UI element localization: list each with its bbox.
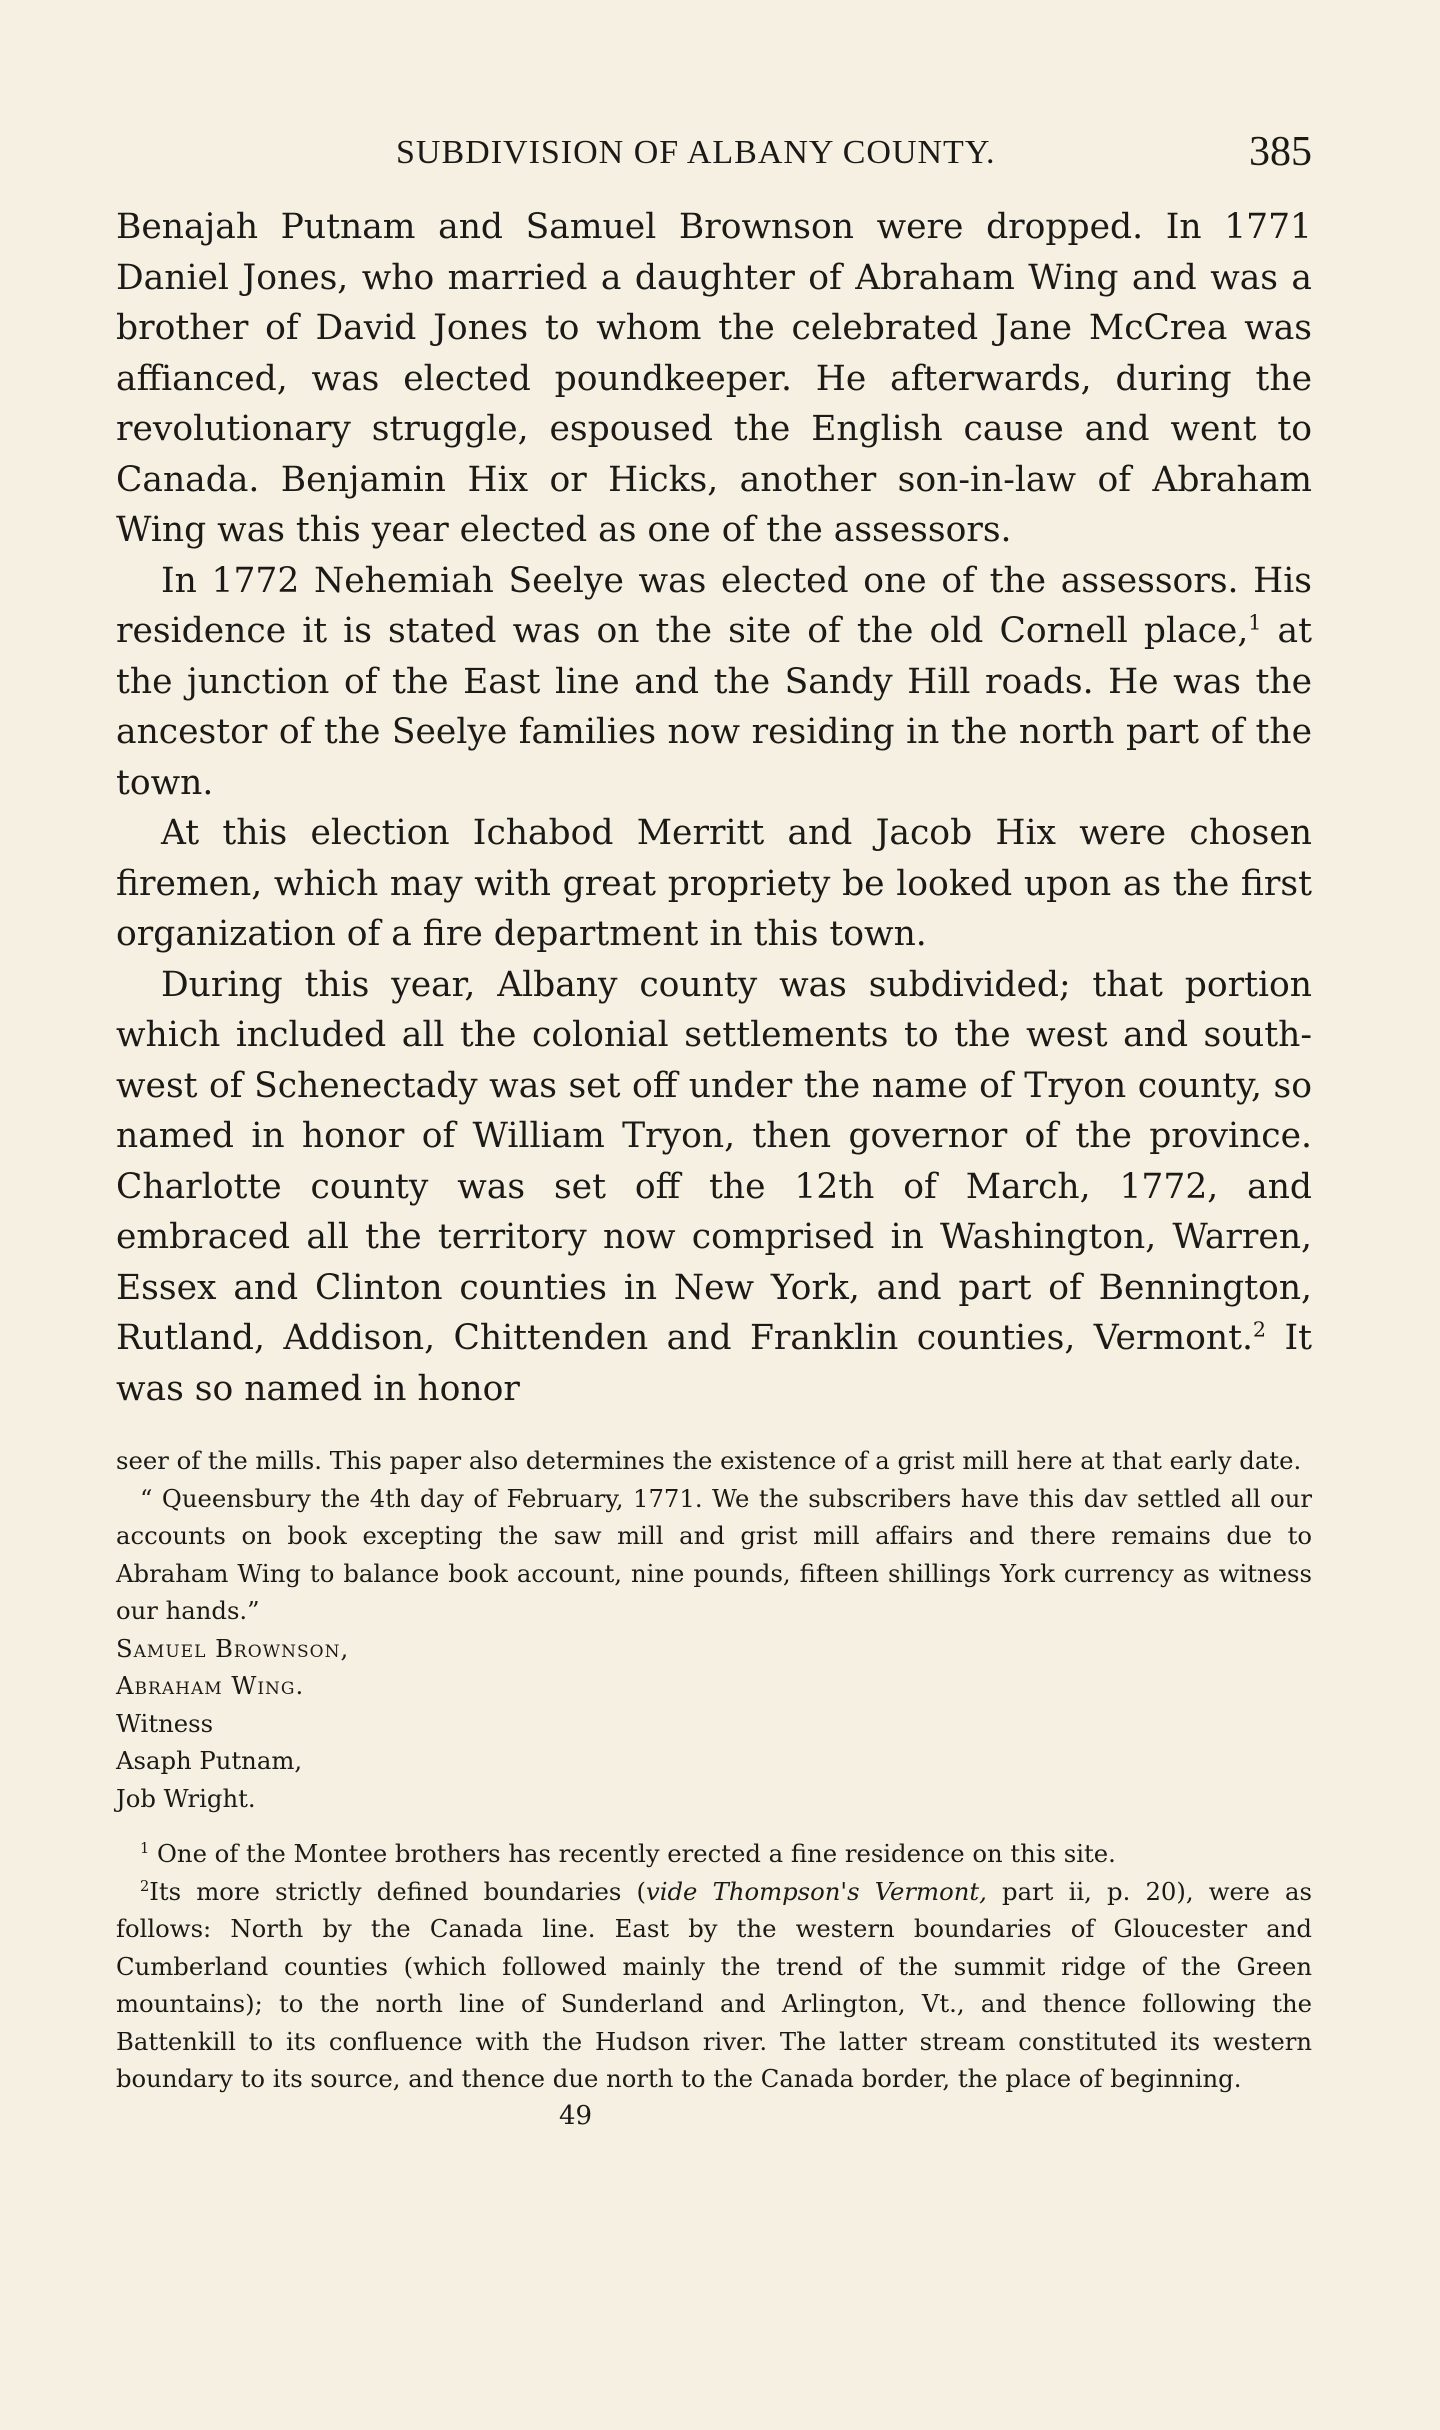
- book-page: [116, 120, 1312, 2135]
- footnote-2-text-b: part ii, p. 20), were as follows: North by the Canada line. East by the western boundaries of Gloucester and Cumberland counties (which followed mainly the trend of the summit ridge of the Green mountains); to the north line of Sunderland and Arlington, Vt., and thence following the Battenkill to its confluence with the Hudson river. The latter stream constituted its western boundary to its source, and thence due north to the Canada border, the place of beginning.: [116, 1876, 1313, 2093]
- footnote-2-mark: 2: [140, 1877, 150, 1895]
- body-text: [116, 202, 1312, 1414]
- signature-number: 49: [559, 2100, 593, 2131]
- footnote-2: [116, 1873, 1312, 2098]
- page-header: [116, 120, 1312, 180]
- witness-2: Job Wright.: [116, 1783, 256, 1813]
- quoted-receipt: “ Queensbury the 4th day of February, 1771. We the subscribers have this dav settled all our accounts on book excepting the saw mill and grist mill affairs and there remains due to Abraham Wing to balance book account, nine pounds, fifteen shillings York currency as witness our hands.”: [116, 1483, 1312, 1625]
- paragraph-4-text-b: It was so named in honor: [116, 1318, 1312, 1409]
- paragraph-4: [116, 960, 1312, 1415]
- footnote-2-space: [697, 1877, 712, 1906]
- footnote-1-text: One of the Montee brothers has recently erected a fine residence on this site.: [149, 1839, 1116, 1868]
- paragraph-1: Benajah Putnam and Samuel Brownson were dropped. In 1771 Daniel Jones, who married a daughter of Abraham Wing and was a brother of David Jones to whom the celebrated Jane McCrea was affianced, was elected poundkeeper. He afterwards, during the revolutionary struggle, espoused the English cause and went to Canada. Benjamin Hix or Hicks, another son-in-law of Abraham Wing was this year elected as one of the assessors.: [116, 207, 1312, 550]
- footnote-1: [116, 1835, 1312, 1873]
- footnote-2-vide: vide: [646, 1876, 698, 1906]
- footnote-ref-1: 1: [1248, 610, 1262, 635]
- paragraph-3: At this election Ichabod Merritt and Jacob Hix were chosen firemen, which may with great propriety be looked upon as the first organization of a fire department in this town.: [116, 813, 1312, 954]
- running-title: SUBDIVISION OF ALBANY COUNTY.: [396, 134, 996, 171]
- footnotes: [116, 1835, 1312, 2135]
- footnote-2-book-title: Thompson's Vermont,: [712, 1876, 987, 1906]
- footnote-ref-2: 2: [1252, 1317, 1267, 1342]
- note-continuation: seer of the mills. This paper also determines the existence of a grist mill here at that early date.: [116, 1446, 1302, 1475]
- signer-1: Samuel Brownson,: [116, 1633, 350, 1663]
- page-number: 385: [1249, 129, 1312, 175]
- paragraph-2: [116, 556, 1312, 809]
- paragraph-2-text-a: In 1772 Nehemiah Seelye was elected one of the assessors. His residence it is stated was on the site of the old Cornell place,: [116, 560, 1312, 651]
- paragraph-2-text-b: at the junction of the East line and the Sandy Hill roads. He was the ancestor of the Seelye families now residing in the north part of the town.: [116, 611, 1312, 803]
- footnote-2-text-a: Its more strictly defined boundaries (: [149, 1876, 646, 1906]
- paragraph-4-text-a: During this year, Albany county was subdivided; that portion which included all the colonial settlements to the west and south-west of Schenectady was set off under the name of Tryon county, so named in honor of William Tryon, then governor of the province. Charlotte county was set off the 12th of March, 1772, and embraced all the territory now comprised in Washington, Warren, Essex and Clinton counties in New York, and part of Bennington, Rutland, Addison, Chittenden and Franklin counties, Vermont.: [116, 964, 1312, 1358]
- witness-1: Asaph Putnam,: [116, 1746, 303, 1775]
- signer-2: Abraham Wing.: [116, 1671, 305, 1700]
- footnote-1-mark: 1: [140, 1839, 150, 1857]
- continued-footnote: [116, 1442, 1312, 1817]
- witness-label: Witness: [116, 1708, 214, 1738]
